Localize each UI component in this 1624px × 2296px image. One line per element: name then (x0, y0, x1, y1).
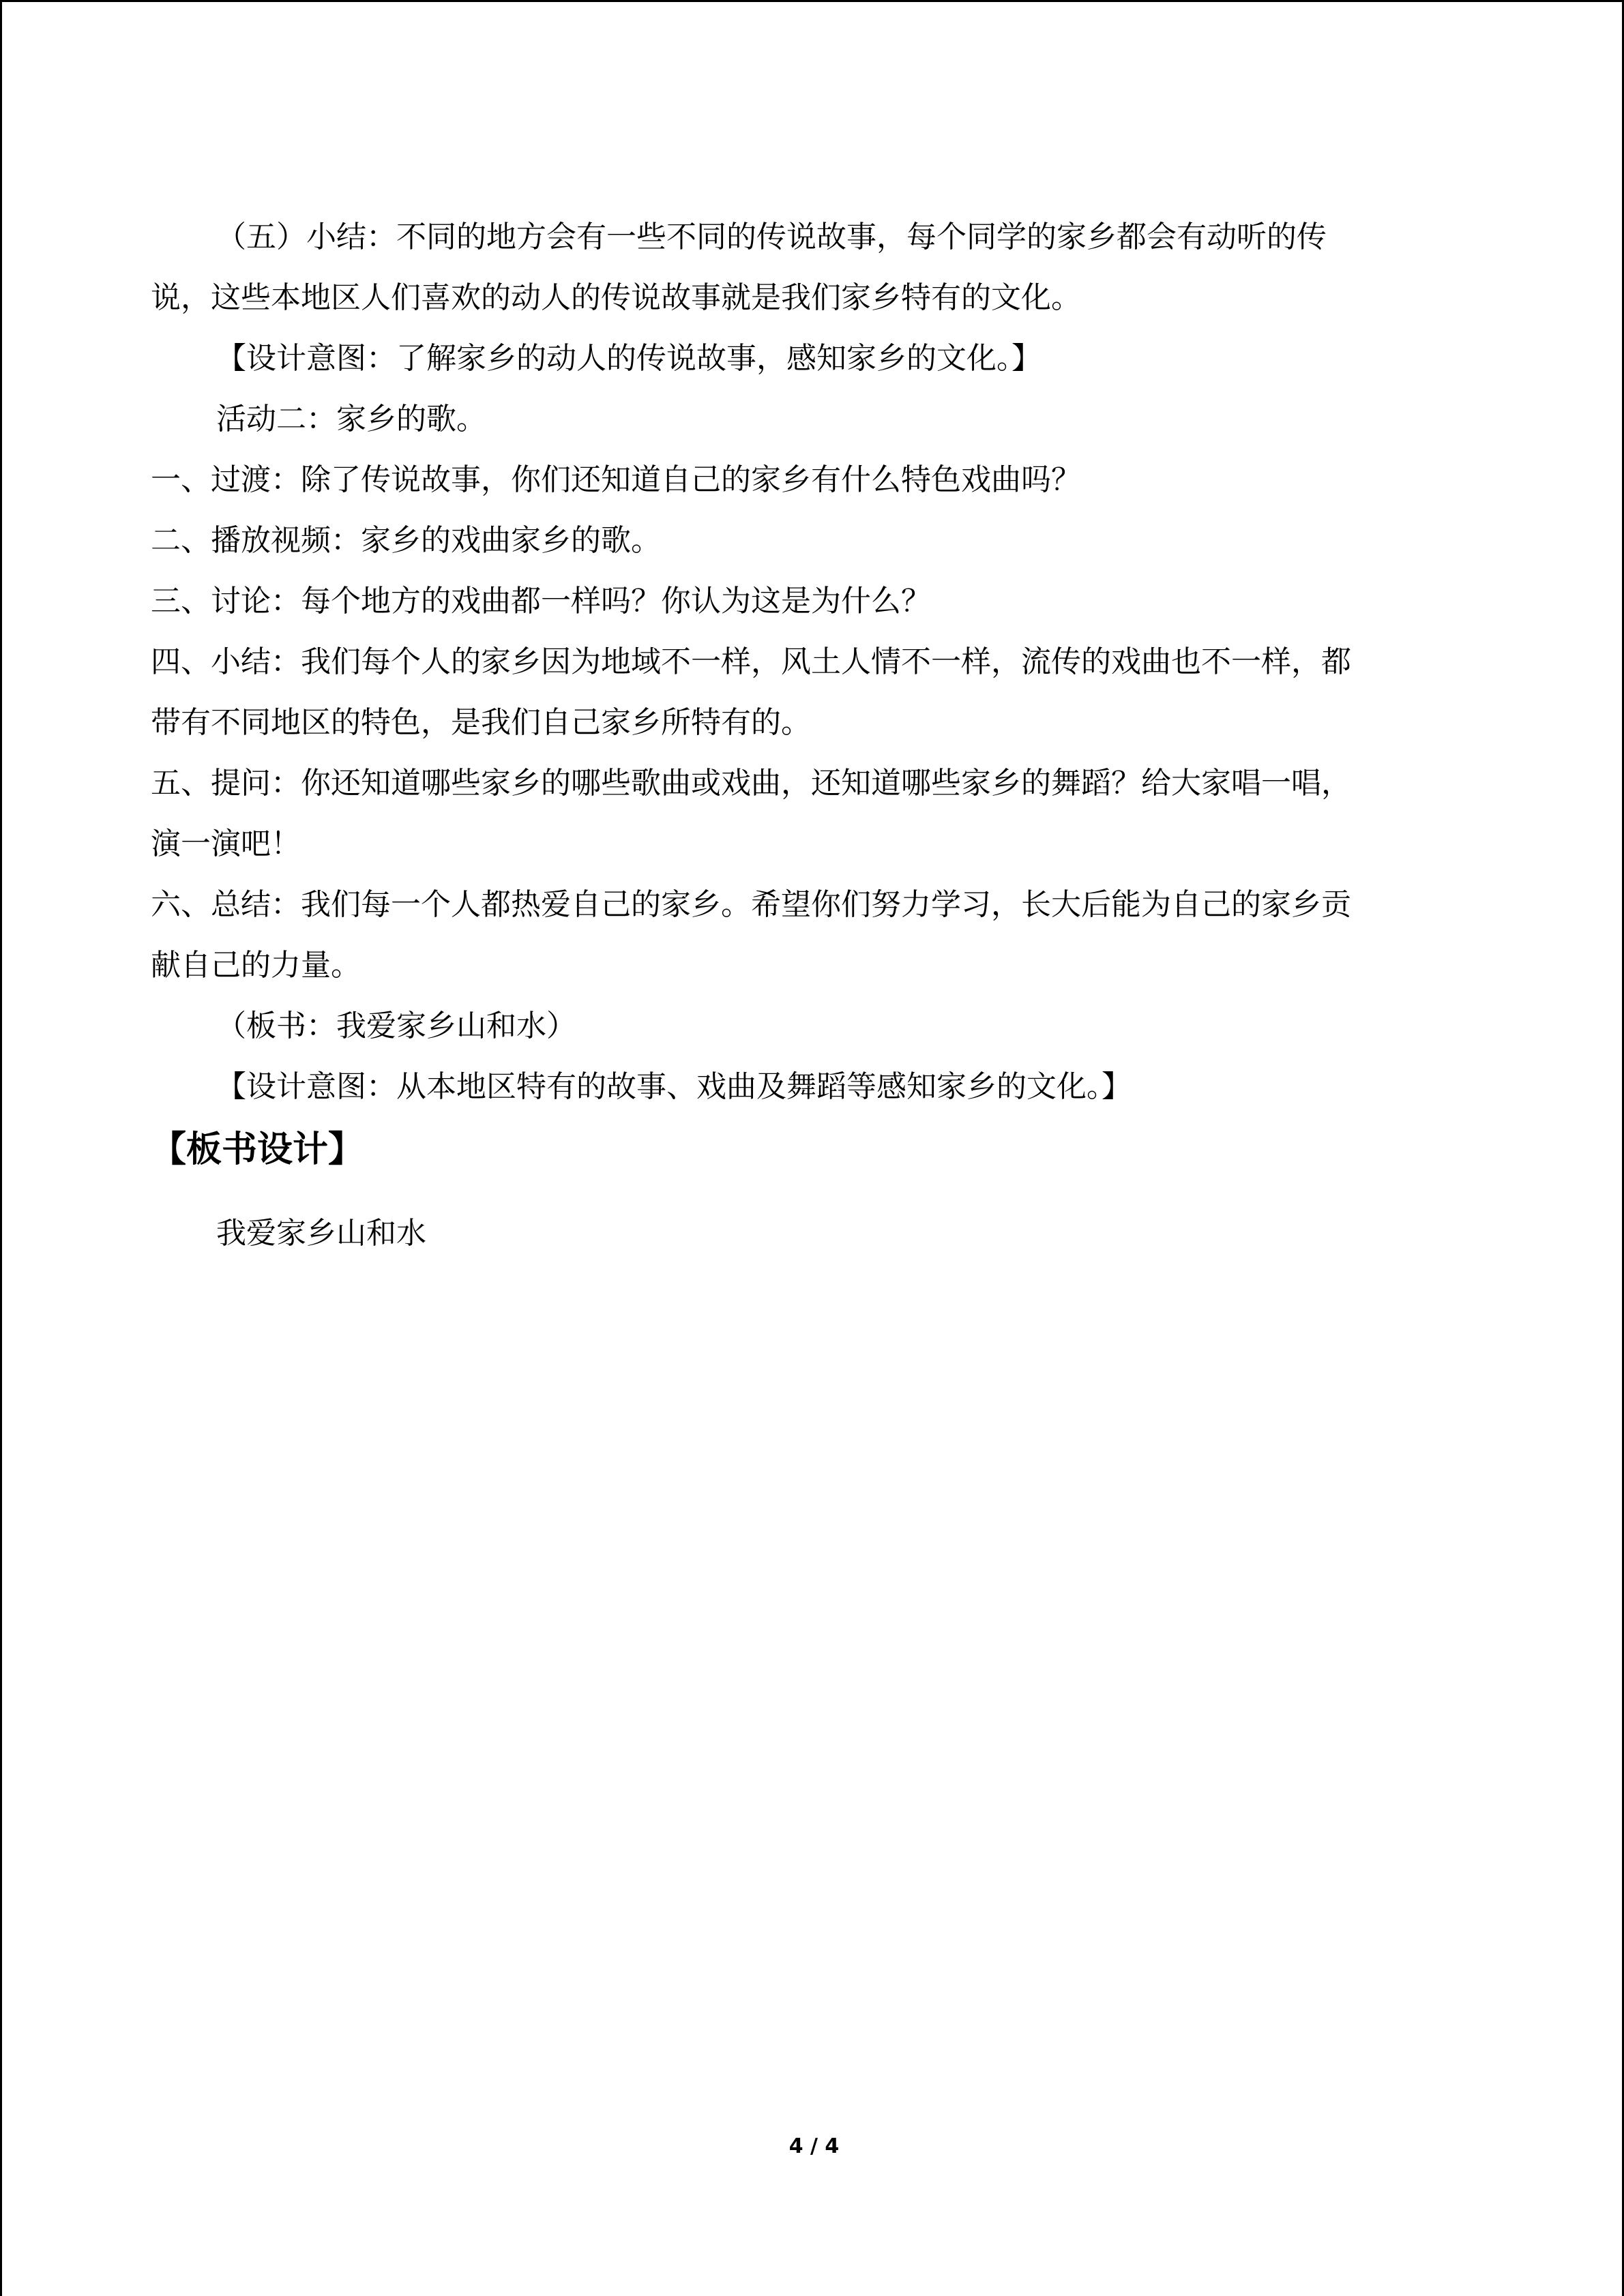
page-number: 4 / 4 (788, 2134, 840, 2158)
board-design-content: 我爱家乡山和水 (216, 1216, 426, 1251)
step-play-video: 二、播放视频：家乡的戏曲家乡的歌。 (151, 523, 661, 558)
summary-paragraph-line-2: 说，这些本地区人们喜欢的动人的传说故事就是我们家乡特有的文化。 (151, 280, 1081, 315)
board-design-heading: 【板书设计】 (151, 1129, 364, 1170)
step-summary-line-1: 四、小结：我们每个人的家乡因为地域不一样，风土人情不一样，流传的戏曲也不一样，都 (151, 644, 1351, 679)
step-summary-line-2: 带有不同地区的特色，是我们自己家乡所特有的。 (151, 705, 811, 740)
design-intent-2: 【设计意图：从本地区特有的故事、戏曲及舞蹈等感知家乡的文化。】 (216, 1069, 1132, 1104)
step-discussion: 三、讨论：每个地方的戏曲都一样吗？你认为这是为什么？ (151, 584, 931, 618)
step-question-line-2: 演一演吧！ (151, 826, 301, 861)
board-note: （板书：我爱家乡山和水） (216, 1009, 576, 1043)
page-content (151, 207, 1481, 1264)
heading-spacer (151, 1182, 1481, 1203)
step-transition: 一、过渡：除了传说故事，你们还知道自己的家乡有什么特色戏曲吗？ (151, 462, 1081, 497)
activity-two-title: 活动二：家乡的歌。 (216, 402, 486, 436)
step-conclusion-line-2: 献自己的力量。 (151, 948, 361, 983)
step-question-line-1: 五、提问：你还知道哪些家乡的哪些歌曲或戏曲，还知道哪些家乡的舞蹈？给大家唱一唱， (151, 766, 1351, 801)
summary-paragraph-line-1: （五）小结：不同的地方会有一些不同的传说故事，每个同学的家乡都会有动听的传 (216, 220, 1327, 254)
step-conclusion-line-1: 六、总结：我们每一个人都热爱自己的家乡。希望你们努力学习，长大后能为自己的家乡贡 (151, 887, 1351, 922)
design-intent-1: 【设计意图：了解家乡的动人的传说故事，感知家乡的文化。】 (216, 341, 1042, 376)
